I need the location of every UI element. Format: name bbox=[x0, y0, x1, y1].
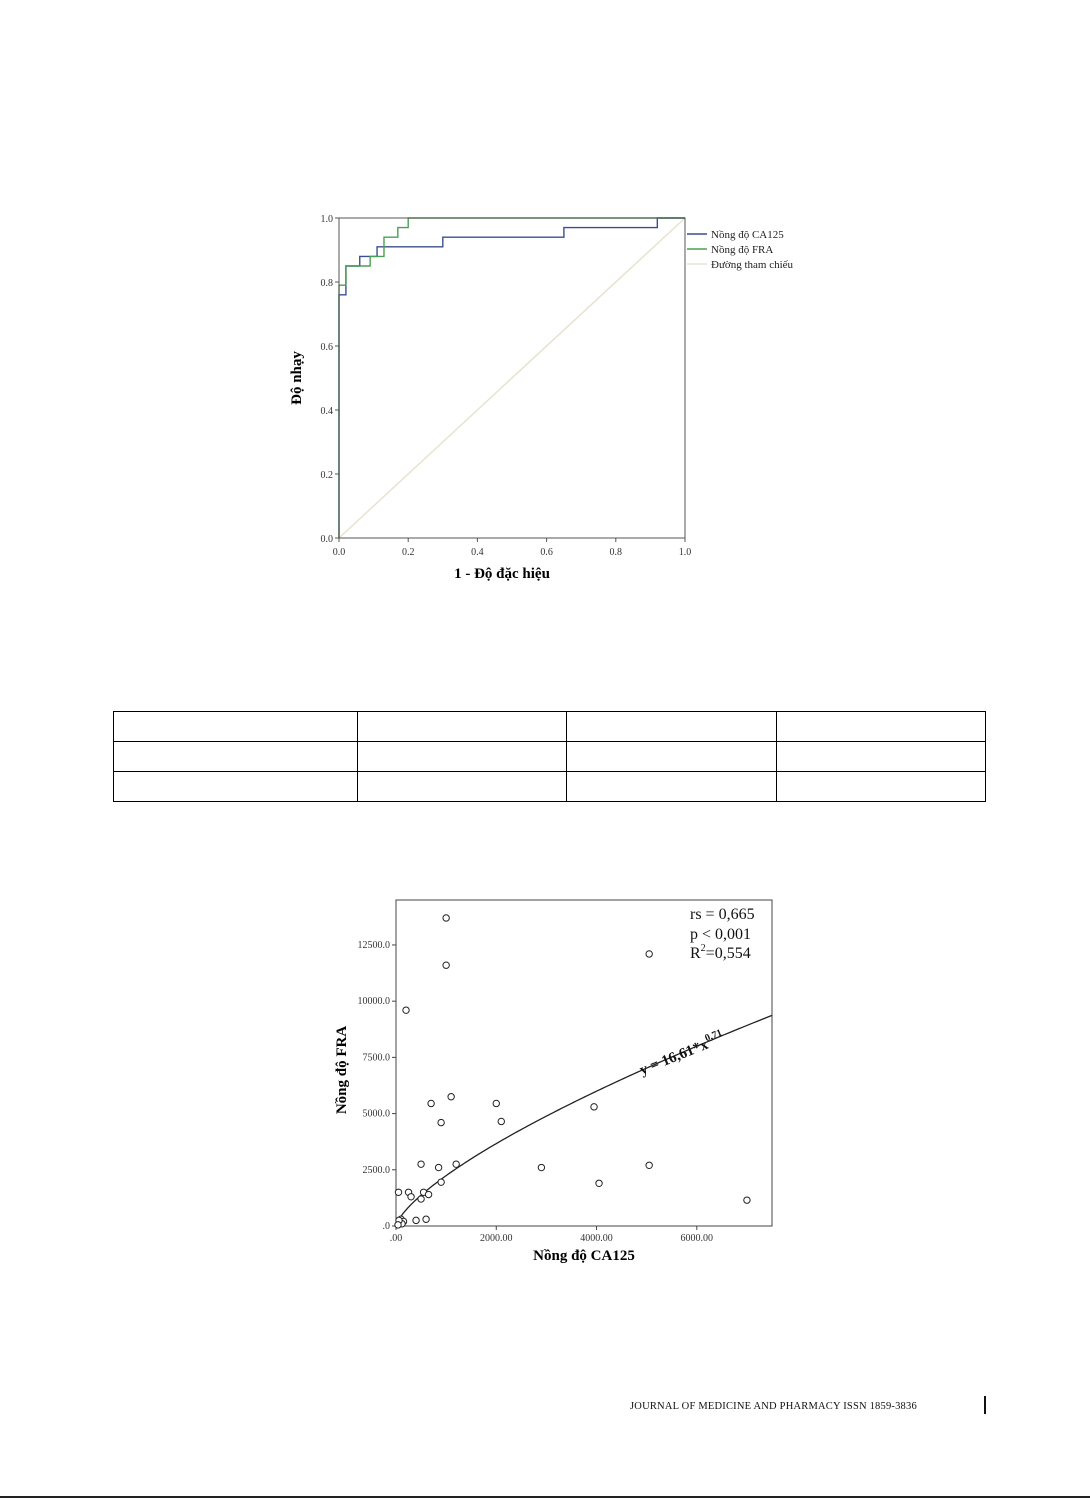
footer-divider bbox=[984, 1396, 986, 1414]
table-cell bbox=[567, 742, 776, 772]
roc-series-reference bbox=[339, 218, 685, 538]
scatter-x-axis-title: Nồng độ CA125 bbox=[533, 1248, 635, 1264]
roc-x-axis-title: 1 - Độ đặc hiệu bbox=[454, 566, 550, 582]
stat-r2-label: R bbox=[690, 945, 701, 962]
scatter-point bbox=[435, 1164, 441, 1170]
table-cell bbox=[114, 772, 358, 802]
scatter-point bbox=[646, 1162, 652, 1168]
table-cell bbox=[358, 712, 567, 742]
scatter-point bbox=[395, 1189, 401, 1195]
roc-y-tick-label: 0.4 bbox=[320, 406, 333, 417]
scatter-y-tick-label: 2500.0 bbox=[362, 1164, 390, 1176]
scatter-point bbox=[418, 1161, 424, 1167]
scatter-chart-svg bbox=[320, 890, 790, 1270]
roc-y-tick-label: 1.0 bbox=[320, 214, 333, 225]
scatter-x-tick-label: .00 bbox=[389, 1233, 403, 1244]
table-cell bbox=[358, 742, 567, 772]
fit-equation-exponent: 0,71 bbox=[703, 1027, 724, 1045]
scatter-point bbox=[403, 1007, 409, 1013]
table-row bbox=[114, 712, 986, 742]
scatter-point bbox=[395, 1222, 401, 1228]
scatter-point bbox=[646, 951, 652, 957]
scatter-point bbox=[413, 1217, 419, 1223]
table-cell bbox=[114, 742, 358, 772]
table-cell bbox=[776, 712, 985, 742]
roc-legend-label: Đường tham chiếu bbox=[711, 259, 794, 271]
scatter-point bbox=[538, 1164, 544, 1170]
scatter-point bbox=[425, 1191, 431, 1197]
scatter-y-tick-label: 10000.0 bbox=[357, 996, 390, 1008]
journal-footer: JOURNAL OF MEDICINE AND PHARMACY ISSN 1859-3836 bbox=[630, 1401, 917, 1412]
table-cell bbox=[567, 772, 776, 802]
scatter-y-tick-label: 7500.0 bbox=[362, 1052, 390, 1064]
stat-r2-sup: 2 bbox=[700, 943, 706, 954]
roc-y-tick-label: 0.6 bbox=[320, 342, 333, 353]
stat-p: p < 0,001 bbox=[690, 926, 752, 943]
roc-chart-svg bbox=[270, 200, 830, 600]
table-cell bbox=[358, 772, 567, 802]
scatter-x-tick-label: 4000.00 bbox=[580, 1233, 613, 1244]
scatter-y-axis-title: Nồng độ FRA bbox=[334, 1025, 350, 1115]
roc-x-tick-label: 0.0 bbox=[332, 547, 346, 558]
roc-x-tick-label: 0.8 bbox=[609, 547, 623, 558]
scatter-point bbox=[423, 1216, 429, 1222]
roc-legend-label: Nồng độ CA125 bbox=[711, 229, 784, 241]
table-row bbox=[114, 772, 986, 802]
data-table bbox=[113, 711, 986, 802]
scatter-point bbox=[448, 1094, 454, 1100]
roc-chart bbox=[270, 200, 830, 600]
scatter-point bbox=[428, 1100, 434, 1106]
scatter-y-tick-label: 12500.0 bbox=[357, 939, 390, 951]
scatter-point bbox=[443, 915, 449, 921]
roc-y-axis-title: Độ nhạy bbox=[289, 351, 305, 405]
stat-rs: rs = 0,665 bbox=[690, 906, 755, 923]
scatter-point bbox=[438, 1179, 444, 1185]
roc-x-tick-label: 1.0 bbox=[678, 547, 692, 558]
stat-r2 bbox=[690, 943, 751, 962]
table-cell bbox=[567, 712, 776, 742]
stat-r2-value: =0,554 bbox=[705, 945, 751, 962]
scatter-point bbox=[453, 1161, 459, 1167]
roc-y-tick-label: 0.2 bbox=[320, 470, 333, 481]
scatter-y-tick-label: .0 bbox=[382, 1221, 390, 1232]
scatter-point bbox=[744, 1197, 750, 1203]
table-cell bbox=[776, 772, 985, 802]
scatter-point bbox=[591, 1104, 597, 1110]
roc-x-tick-label: 0.2 bbox=[401, 547, 415, 558]
scatter-point bbox=[493, 1100, 499, 1106]
table-cell bbox=[114, 712, 358, 742]
roc-x-tick-label: 0.4 bbox=[471, 547, 484, 558]
table-row bbox=[114, 742, 986, 772]
table-cell bbox=[776, 742, 985, 772]
roc-y-tick-label: 0.0 bbox=[320, 534, 333, 545]
scatter-x-tick-label: 2000.00 bbox=[480, 1233, 513, 1244]
fit-equation-label: y = 16,61*x bbox=[637, 1036, 711, 1079]
scatter-point bbox=[418, 1196, 424, 1202]
scatter-point bbox=[438, 1119, 444, 1125]
scatter-chart bbox=[320, 890, 790, 1270]
scatter-point bbox=[408, 1194, 414, 1200]
scatter-x-tick-label: 6000.00 bbox=[680, 1233, 714, 1244]
roc-y-tick-label: 0.8 bbox=[320, 278, 333, 289]
scatter-point bbox=[443, 962, 449, 968]
scatter-point bbox=[498, 1118, 504, 1124]
roc-x-tick-label: 0.6 bbox=[540, 547, 553, 558]
scatter-y-tick-label: 5000.0 bbox=[362, 1108, 390, 1120]
scatter-point bbox=[596, 1180, 602, 1186]
roc-legend-label: Nồng độ FRA bbox=[711, 244, 774, 256]
